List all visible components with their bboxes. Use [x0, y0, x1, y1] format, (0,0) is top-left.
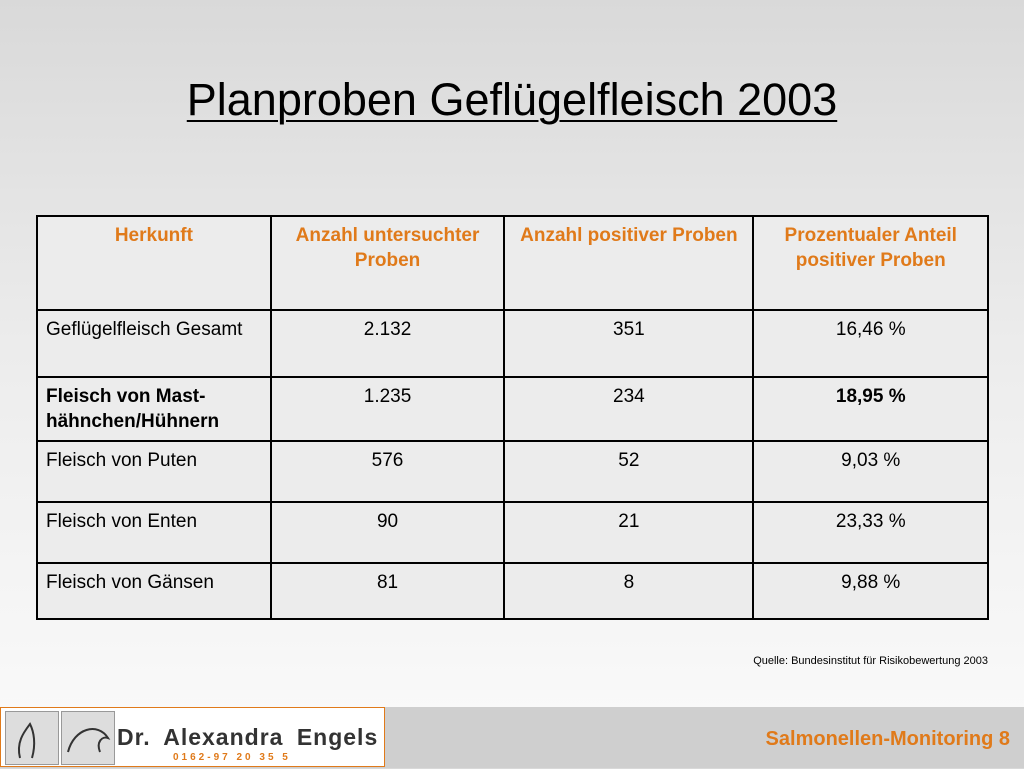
cell-anteil: 23,33 % [753, 502, 988, 563]
logo [0, 707, 385, 767]
cell-untersucht: 81 [271, 563, 504, 619]
cell-herkunft: Geflügelfleisch Gesamt [37, 310, 271, 377]
header-anzahl-untersucht: Anzahl untersuchter Proben [271, 216, 504, 310]
header-herkunft: Herkunft [37, 216, 271, 310]
table-row [37, 310, 988, 377]
cell-anteil: 9,88 % [753, 563, 988, 619]
source-note: Quelle: Bundesinstitut für Risikobewertung 2003 [753, 655, 988, 667]
cell-untersucht: 90 [271, 502, 504, 563]
cell-positiv: 8 [504, 563, 753, 619]
cell-positiv: 234 [504, 377, 753, 441]
logo-image-icon [5, 711, 59, 765]
cell-herkunft: Fleisch von Puten [37, 441, 271, 502]
table-row [37, 377, 988, 441]
slide-title: Planproben Geflügelfleisch 2003 [186, 74, 838, 125]
cell-positiv: 21 [504, 502, 753, 563]
logo-phone: 0162-97 20 35 5 [173, 752, 291, 763]
cell-untersucht: 1.235 [271, 377, 504, 441]
logo-name: Dr. Alexandra Engels [117, 724, 379, 750]
cell-herkunft: Fleisch von Mast-hähnchen/Hühnern [37, 377, 271, 441]
logo-bird-icon [61, 711, 115, 765]
cell-positiv: 52 [504, 441, 753, 502]
header-anzahl-positiv: Anzahl positiver Proben [504, 216, 753, 310]
table-row [37, 441, 988, 502]
cell-anteil: 9,03 % [753, 441, 988, 502]
cell-herkunft: Fleisch von Gänsen [37, 563, 271, 619]
header-prozent-positiv: Prozentualer Anteil positiver Proben [753, 216, 988, 310]
table-header-row [37, 216, 988, 310]
cell-untersucht: 576 [271, 441, 504, 502]
cell-positiv: 351 [504, 310, 753, 377]
cell-anteil: 16,46 % [753, 310, 988, 377]
table-row [37, 502, 988, 563]
cell-anteil: 18,95 % [753, 377, 988, 441]
data-table [36, 215, 989, 620]
cell-herkunft: Fleisch von Enten [37, 502, 271, 563]
table-row [37, 563, 988, 619]
footer-slide-label: Salmonellen-Monitoring 8 [765, 728, 1010, 750]
cell-untersucht: 2.132 [271, 310, 504, 377]
